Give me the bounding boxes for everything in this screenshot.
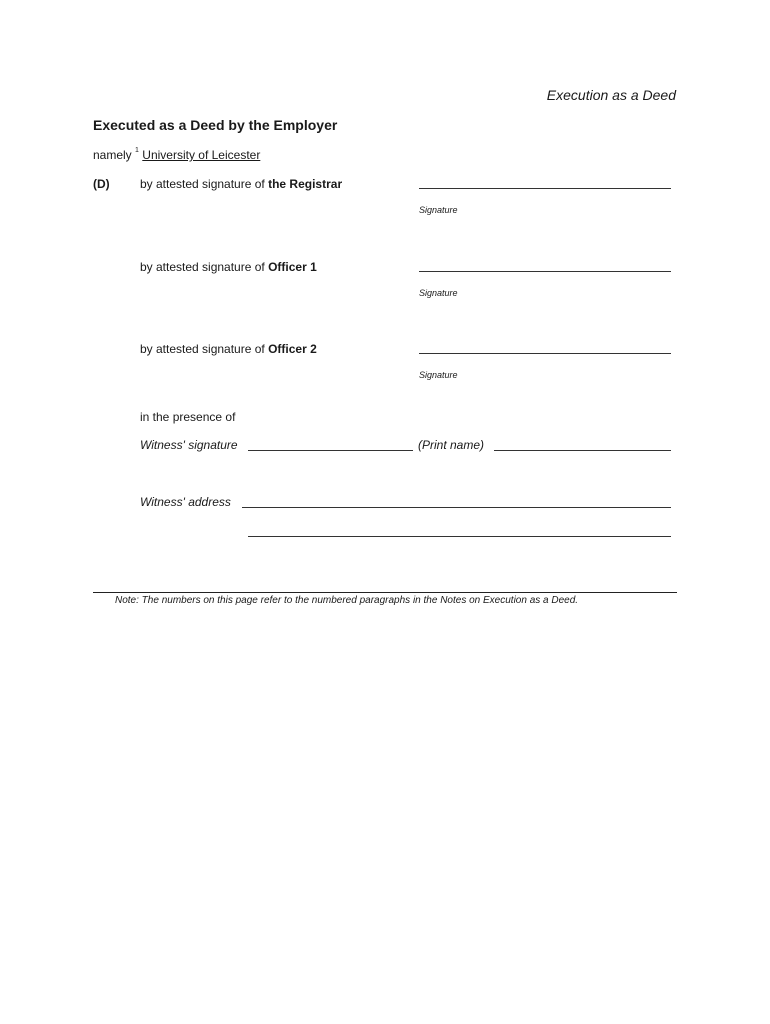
signatory-prefix: by attested signature of <box>140 342 269 356</box>
signature-caption: Signature <box>419 288 458 298</box>
footer-note: Note: The numbers on this page refer to the numbered paragraphs in the Notes on Execution as a Deed. <box>115 595 579 606</box>
witness-address-label: Witness' address <box>140 495 231 509</box>
signatory-officer-1-text <box>140 260 317 274</box>
print-name-line[interactable] <box>494 450 671 451</box>
witness-address-line-1[interactable] <box>242 507 671 508</box>
presence-text: in the presence of <box>140 410 236 424</box>
signatory-role: Officer 2 <box>268 342 317 356</box>
signature-caption: Signature <box>419 370 458 380</box>
witness-signature-label: Witness' signature <box>140 438 238 452</box>
namely-label: namely <box>93 148 132 162</box>
signatory-role: the Registrar <box>268 177 343 191</box>
footnote-divider <box>93 592 677 593</box>
witness-address-line-2[interactable] <box>248 536 671 537</box>
signature-caption: Signature <box>419 205 458 215</box>
organisation-name: University of Leicester <box>142 148 261 162</box>
officer-1-signature-line[interactable] <box>419 271 671 272</box>
footnote-reference: 1 <box>135 147 139 154</box>
witness-signature-line[interactable] <box>248 450 413 451</box>
registrar-signature-line[interactable] <box>419 188 671 189</box>
signatory-prefix: by attested signature of <box>140 260 269 274</box>
signatory-registrar-text <box>140 177 342 191</box>
signatory-prefix: by attested signature of <box>140 177 269 191</box>
document-heading: Executed as a Deed by the Employer <box>93 117 338 133</box>
print-name-label: (Print name) <box>418 438 485 452</box>
signatory-officer-2-text <box>140 342 317 356</box>
page-header-title: Execution as a Deed <box>546 87 676 103</box>
signatory-role: Officer 1 <box>268 260 317 274</box>
clause-label: (D) <box>93 177 110 191</box>
namely-line <box>93 148 260 162</box>
officer-2-signature-line[interactable] <box>419 353 671 354</box>
